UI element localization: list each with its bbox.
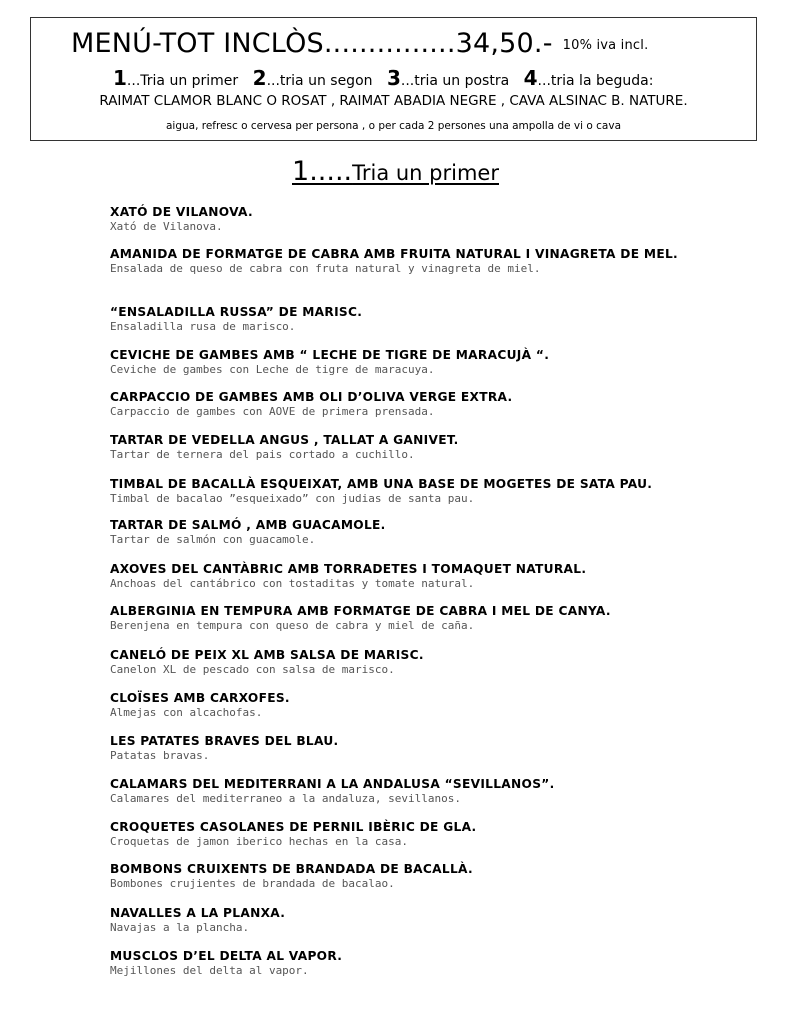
step-1-number: 1 xyxy=(113,66,127,90)
menu-item xyxy=(110,518,700,547)
menu-item xyxy=(110,906,700,935)
menu-item-description: Ensalada de queso de cabra con fruta natural y vinagreta de miel. xyxy=(110,262,541,275)
menu-item-title: BOMBONS CRUIXENTS DE BRANDADA DE BACALLÀ. xyxy=(110,862,473,876)
step-1-text: ...Tria un primer xyxy=(126,73,239,89)
menu-item-description: Almejas con alcachofas. xyxy=(110,706,263,719)
menu-item-description: Tartar de ternera del pais cortado a cuchillo. xyxy=(110,448,415,461)
menu-item-title: CANELÓ DE PEIX XL AMB SALSA DE MARISC. xyxy=(110,648,424,662)
section-title xyxy=(0,158,791,187)
menu-item xyxy=(110,305,700,334)
menu-item-title: LES PATATES BRAVES DEL BLAU. xyxy=(110,734,339,748)
menu-item-description: Navajas a la plancha. xyxy=(110,921,250,934)
menu-item-title: AMANIDA DE FORMATGE DE CABRA AMB FRUITA NATURAL I VINAGRETA DE MEL. xyxy=(110,247,678,261)
menu-title: MENÚ-TOT INCLÒS...............34,50.- xyxy=(71,28,553,59)
menu-item xyxy=(110,691,700,720)
menu-item xyxy=(110,604,700,633)
menu-item-description: Anchoas del cantábrico con tostaditas y tomate natural. xyxy=(110,577,475,590)
step-4-text: ...tria la beguda: xyxy=(537,73,654,89)
menu-item xyxy=(110,648,700,677)
menu-item-title: NAVALLES A LA PLANXA. xyxy=(110,906,286,920)
menu-item xyxy=(110,862,700,891)
menu-item-description: Mejillones del delta al vapor. xyxy=(110,964,309,977)
menu-item-description: Calamares del mediterraneo a la andaluza, sevillanos. xyxy=(110,792,461,805)
menu-item xyxy=(110,390,700,419)
menu-item-description: Timbal de bacalao ”esqueixado” con judias de santa pau. xyxy=(110,492,475,505)
menu-item-title: “ENSALADILLA RUSSA” DE MARISC. xyxy=(110,305,363,319)
menu-item-description: Patatas bravas. xyxy=(110,749,210,762)
step-2-text: ...tria un segon xyxy=(266,73,373,89)
step-2-number: 2 xyxy=(252,66,267,90)
drinks-note: aigua, refresc o cervesa per persona , o per cada 2 persones una ampolla de vi o cava xyxy=(165,120,622,132)
menu-item-title: AXOVES DEL CANTÀBRIC AMB TORRADETES I TOMAQUET NATURAL. xyxy=(110,562,587,576)
menu-title-line xyxy=(71,28,648,62)
menu-item-title: ALBERGINIA EN TEMPURA AMB FORMATGE DE CABRA I MEL DE CANYA. xyxy=(110,604,611,618)
menu-item-description: Carpaccio de gambes con AOVE de primera prensada. xyxy=(110,405,435,418)
menu-item-description: Tartar de salmón con guacamole. xyxy=(110,533,316,546)
menu-item xyxy=(110,734,700,763)
menu-item-description: Canelon XL de pescado con salsa de marisco. xyxy=(110,663,395,676)
step-3-number: 3 xyxy=(386,66,401,90)
menu-steps xyxy=(113,66,653,93)
menu-item xyxy=(110,949,700,978)
section-number: 1..... xyxy=(292,156,353,187)
menu-item-description: Ensaladilla rusa de marisco. xyxy=(110,320,296,333)
menu-item-description: Berenjena en tempura con queso de cabra y miel de caña. xyxy=(110,619,475,632)
menu-item-title: XATÓ DE VILANOVA. xyxy=(110,205,253,219)
menu-item-description: Ceviche de gambes con Leche de tigre de maracuya. xyxy=(110,363,435,376)
section-label: Tria un primer xyxy=(352,161,499,185)
menu-item-description: Croquetas de jamon iberico hechas en la casa. xyxy=(110,835,409,848)
menu-item-title: MUSCLOS D’EL DELTA AL VAPOR. xyxy=(110,949,343,963)
menu-item-title: CEVICHE DE GAMBES AMB “ LECHE DE TIGRE DE MARACUJÀ “. xyxy=(110,348,550,362)
menu-header-box xyxy=(30,17,757,141)
menu-item-description: Bombones crujientes de brandada de bacalao. xyxy=(110,877,395,890)
menu-item-title: TIMBAL DE BACALLÀ ESQUEIXAT, AMB UNA BASE DE MOGETES DE SATA PAU. xyxy=(110,477,653,491)
menu-item xyxy=(110,777,700,806)
menu-item-title: CLOÏSES AMB CARXOFES. xyxy=(110,691,290,705)
menu-item-description: Xató de Vilanova. xyxy=(110,220,223,233)
menu-item xyxy=(110,433,700,462)
step-4-number: 4 xyxy=(523,66,538,90)
menu-item xyxy=(110,348,700,377)
menu-item xyxy=(110,820,700,849)
menu-item-title: TARTAR DE VEDELLA ANGUS , TALLAT A GANIVET. xyxy=(110,433,459,447)
iva-note: 10% iva incl. xyxy=(562,38,649,53)
wine-options: RAIMAT CLAMOR BLANC O ROSAT , RAIMAT ABADIA NEGRE , CAVA ALSINAC B. NATURE. xyxy=(99,93,688,109)
menu-item-title: TARTAR DE SALMÓ , AMB GUACAMOLE. xyxy=(110,518,386,532)
menu-item-title: CROQUETES CASOLANES DE PERNIL IBÈRIC DE GLA. xyxy=(110,820,477,834)
menu-item-title: CARPACCIO DE GAMBES AMB OLI D’OLIVA VERGE EXTRA. xyxy=(110,390,513,404)
menu-item xyxy=(110,247,700,276)
menu-item xyxy=(110,477,700,506)
menu-item xyxy=(110,562,700,591)
menu-item xyxy=(110,205,700,234)
step-3-text: ...tria un postra xyxy=(400,73,510,89)
menu-item-title: CALAMARS DEL MEDITERRANI A LA ANDALUSA “SEVILLANOS”. xyxy=(110,777,555,791)
